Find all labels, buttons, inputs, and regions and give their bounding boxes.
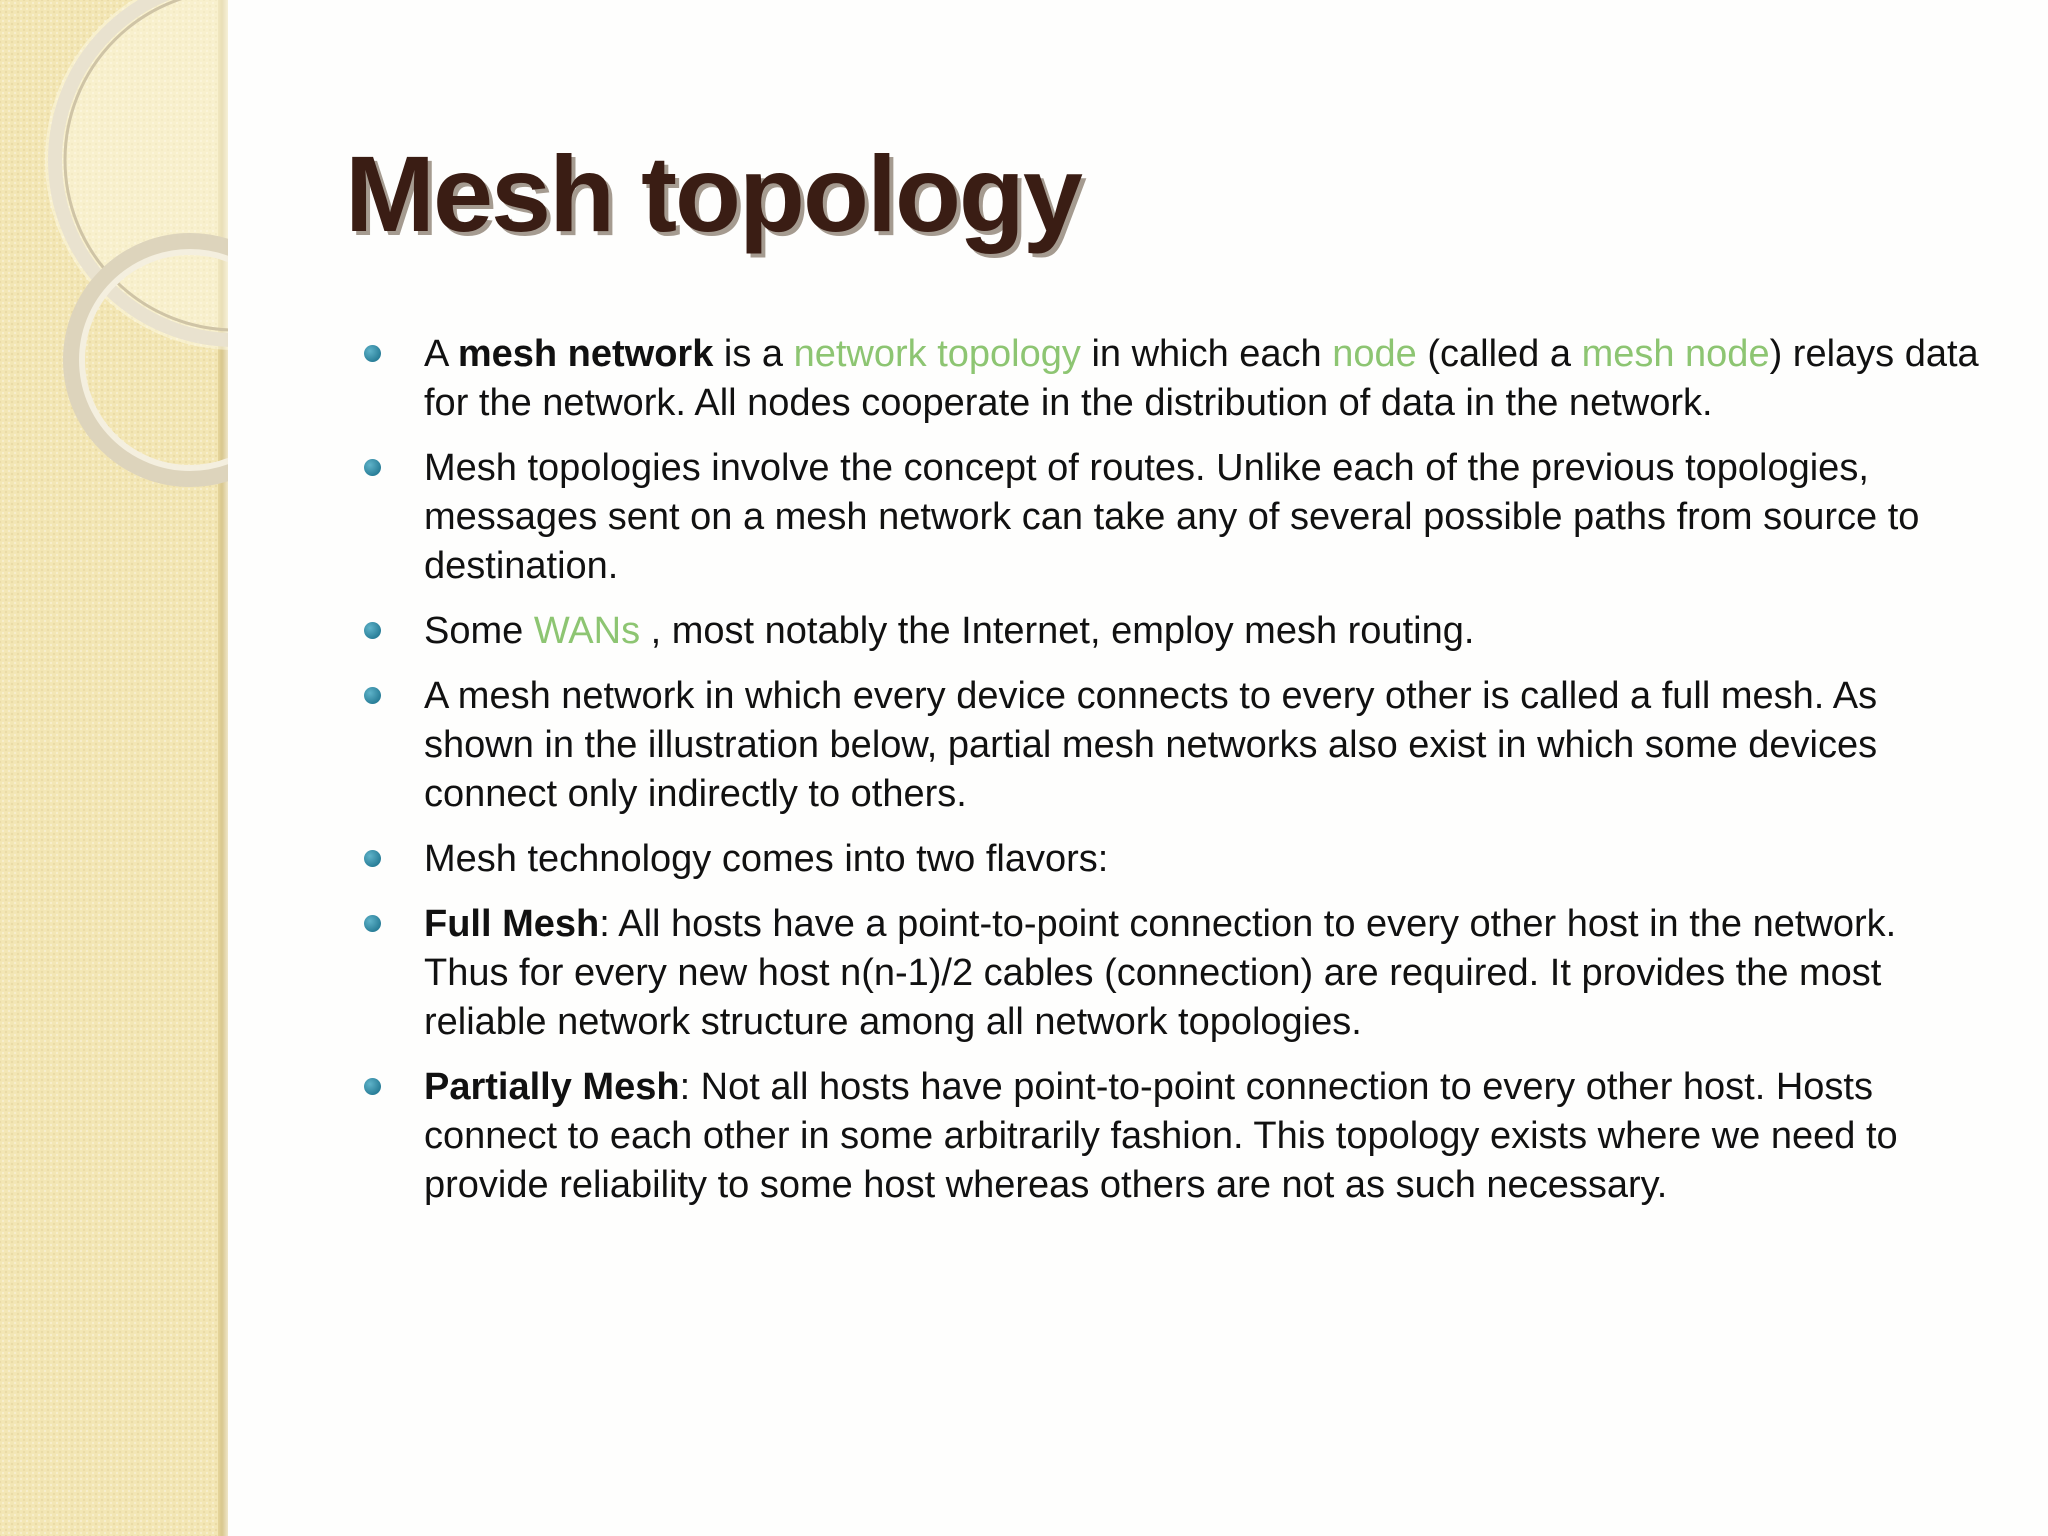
bullet-item-partially-mesh	[360, 1063, 1980, 1210]
link-network-topology[interactable]: network topology	[793, 333, 1081, 375]
bullet-dot-icon	[364, 345, 381, 362]
decorative-rings-icon	[0, 0, 228, 520]
bullet-item-full-mesh-definition	[360, 672, 1980, 819]
bold-term-mesh-network: mesh network	[457, 333, 714, 375]
bullet-text: Mesh technology comes into two flavors:	[424, 838, 1109, 880]
bold-term-partially-mesh: Partially Mesh	[424, 1066, 680, 1108]
bullet-text: Some	[424, 610, 534, 652]
bullet-dot-icon	[364, 915, 381, 932]
bullet-text: , most notably the Internet, employ mesh routing.	[640, 610, 1475, 652]
bullet-dot-icon	[364, 1078, 381, 1095]
bullet-item-mesh-network	[360, 330, 1980, 428]
bold-term-full-mesh: Full Mesh	[424, 903, 600, 945]
bullet-item-full-mesh	[360, 900, 1980, 1047]
bullet-text: is a	[713, 333, 794, 375]
bullet-text: Mesh topologies involve the concept of routes. Unlike each of the previous topologies, messages sent on a mesh network can take any of several possible paths from source to destination.	[424, 447, 1920, 587]
bullet-list	[360, 330, 1980, 1226]
link-node[interactable]: node	[1332, 333, 1417, 375]
bullet-text: : All hosts have a point-to-point connection to every other host in the network. Thus for every new host n(n-1)/2 cables (connection) are required. It provides the most reliable network structure among all network topologies.	[424, 903, 1897, 1043]
bullet-dot-icon	[364, 687, 381, 704]
bullet-text: in which each	[1080, 333, 1333, 375]
link-mesh-node[interactable]: mesh node	[1581, 333, 1770, 375]
bullet-dot-icon	[364, 459, 381, 476]
bullet-text: : Not all hosts have point-to-point connection to every other host. Hosts connect to each other in some arbitrarily fashion. This topology exists where we need to provide reliability to some host whereas others are not as such necessary.	[424, 1066, 1898, 1206]
bullet-item-routes	[360, 444, 1980, 591]
bullet-dot-icon	[364, 850, 381, 867]
bullet-text: A	[424, 333, 458, 375]
bullet-dot-icon	[364, 622, 381, 639]
page-title: Mesh topology	[345, 133, 1081, 254]
bullet-item-flavors	[360, 835, 1980, 884]
bullet-item-wans	[360, 607, 1980, 656]
link-wans[interactable]: WANs	[533, 610, 641, 652]
bullet-text: (called a	[1416, 333, 1582, 375]
bullet-text: ) relays data for the network. All nodes cooperate in the distribution of data in the network.	[424, 333, 1979, 424]
bullet-text: A mesh network in which every device connects to every other is called a full mesh. As shown in the illustration below, partial mesh networks also exist in which some devices connect only indirectly to others.	[424, 675, 1878, 815]
